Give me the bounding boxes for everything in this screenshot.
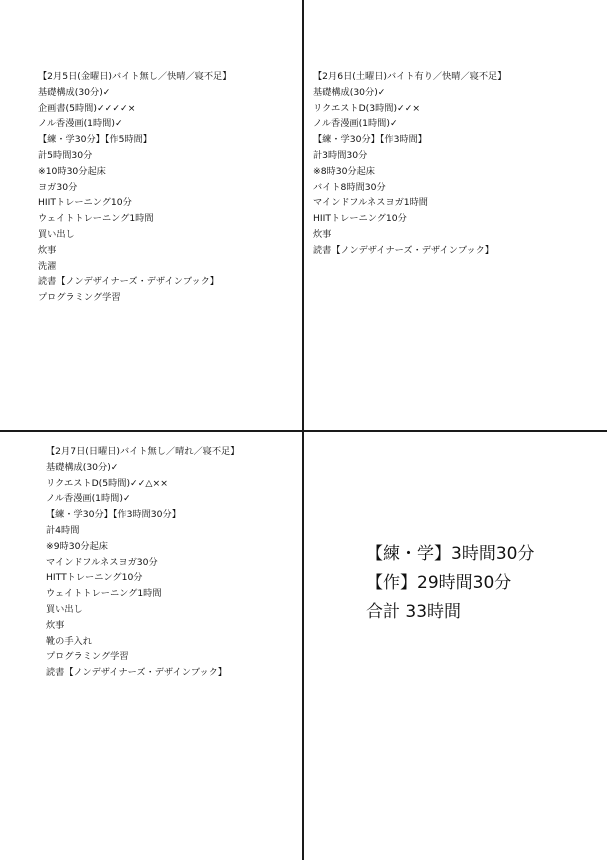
log-line: 読書【ノンデザイナーズ・デザインブック】 (313, 244, 494, 256)
log-line: 靴の手入れ (46, 635, 92, 647)
day-header: 【2月6日(土曜日)バイト有り／快晴／寝不足】 (313, 71, 507, 82)
panel-feb5 (38, 69, 231, 306)
log-line: 【練・学30分】【作3時間30分】 (46, 509, 181, 521)
log-line: 基礎構成(30分)✓ (313, 86, 386, 98)
log-line: ※10時30分起床 (38, 165, 106, 177)
day-header: 【2月7日(日曜日)バイト無し／晴れ／寝不足】 (46, 446, 240, 457)
log-line: プログラミング学習 (38, 292, 121, 304)
log-line: リクエストD(5時間)✓✓△×× (46, 477, 168, 489)
log-line: 買い出し (46, 603, 83, 615)
log-line: プログラミング学習 (46, 651, 129, 663)
summary-line: 【作】29時間30分 (366, 573, 512, 593)
log-line: 計3時間30分 (313, 149, 368, 161)
log-line: HITTトレーニング10分 (46, 572, 143, 584)
log-line: 企画書(5時間)✓✓✓✓× (38, 102, 136, 114)
log-line: ノル香漫画(1時間)✓ (38, 118, 123, 130)
log-line: ウェイトトレーニング1時間 (38, 213, 154, 225)
log-line: 買い出し (38, 228, 75, 240)
log-line: HIITトレーニング10分 (313, 213, 407, 225)
log-line: 炊事 (313, 228, 332, 240)
log-line: 読書【ノンデザイナーズ・デザインブック】 (46, 667, 227, 679)
log-line: 【練・学30分】【作5時間】 (38, 134, 152, 146)
log-line: リクエストD(3時間)✓✓× (313, 102, 421, 114)
log-line: 読書【ノンデザイナーズ・デザインブック】 (38, 276, 219, 288)
log-line: マインドフルネスヨガ30分 (46, 556, 158, 568)
panel-feb7 (46, 444, 239, 681)
summary-line: 【練・学】3時間30分 (366, 544, 535, 564)
log-line: マインドフルネスヨガ1時間 (313, 197, 428, 209)
horizontal-divider (0, 430, 607, 432)
summary-line: 合計 33時間 (366, 602, 462, 622)
log-line: 炊事 (38, 244, 57, 256)
log-line: 計4時間 (46, 524, 80, 536)
log-line: 基礎構成(30分)✓ (46, 461, 119, 473)
panel-feb6 (313, 69, 506, 259)
log-line: ノル香漫画(1時間)✓ (46, 493, 131, 505)
summary-panel (366, 540, 534, 627)
day-header: 【2月5日(金曜日)バイト無し／快晴／寝不足】 (38, 71, 232, 82)
log-line: バイト8時間30分 (313, 181, 386, 193)
log-line: ノル香漫画(1時間)✓ (313, 118, 398, 130)
log-line: ヨガ30分 (38, 181, 78, 193)
log-line: ※8時30分起床 (313, 165, 375, 177)
log-line: 【練・学30分】【作3時間】 (313, 134, 427, 146)
log-line: ※9時30分起床 (46, 540, 108, 552)
log-line: 炊事 (46, 619, 65, 631)
log-line: 洗濯 (38, 260, 57, 272)
log-line: ウェイトトレーニング1時間 (46, 588, 162, 600)
log-line: 基礎構成(30分)✓ (38, 86, 111, 98)
log-line: HIITトレーニング10分 (38, 197, 132, 209)
log-line: 計5時間30分 (38, 149, 93, 161)
